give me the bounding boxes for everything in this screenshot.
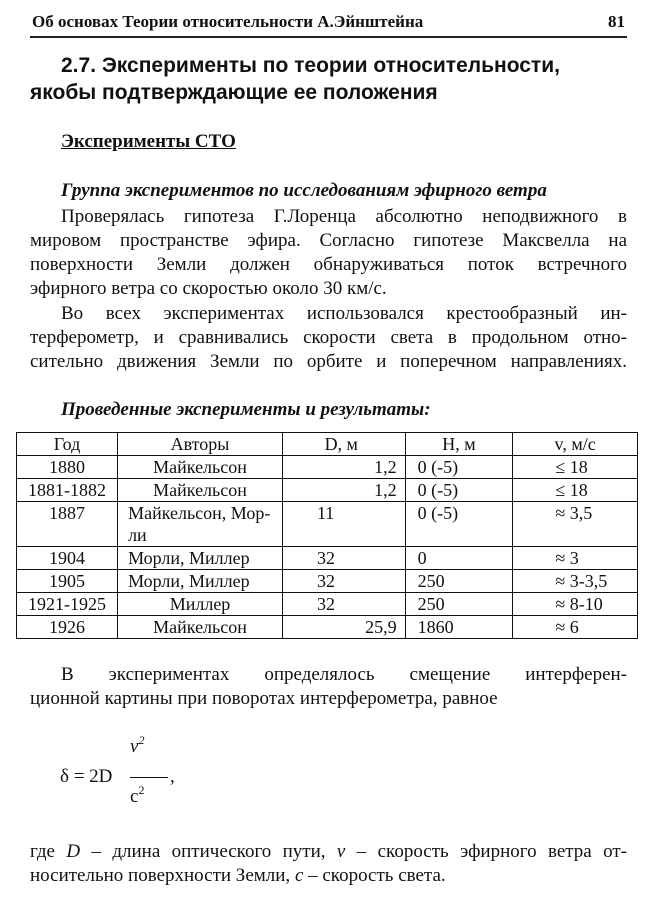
paragraph-3 bbox=[30, 663, 627, 711]
cell-d: 32 bbox=[282, 547, 405, 570]
cell-authors: Майкельсон, Мор-ли bbox=[118, 502, 283, 547]
formula-trailing: , bbox=[170, 766, 175, 787]
paragraph-line: ционной картины при поворотах интерферометра, равное bbox=[30, 688, 498, 709]
cell-v: ≤ 18 bbox=[513, 479, 638, 502]
cell-authors: Майкельсон bbox=[118, 479, 283, 502]
column-header-d: D, м bbox=[282, 433, 405, 456]
cell-h: 0 (-5) bbox=[405, 456, 513, 479]
section-title-line-2: якобы подтверждающие ее положения bbox=[30, 81, 438, 104]
displacement-formula bbox=[60, 730, 260, 820]
cell-d: 1,2 bbox=[282, 479, 405, 502]
cell-v: ≈ 3-3,5 bbox=[513, 570, 638, 593]
paragraph-line: сительно движения Земли по орбите и поперечном направлениях. bbox=[30, 351, 627, 372]
running-header bbox=[30, 8, 627, 38]
table-row bbox=[17, 479, 638, 502]
paragraph-line: В экспериментах определялось смещение интерферен- bbox=[61, 664, 627, 685]
cell-h: 0 (-5) bbox=[405, 502, 513, 547]
column-header-h: H, м bbox=[405, 433, 513, 456]
cell-h: 0 bbox=[405, 547, 513, 570]
fraction-bar bbox=[130, 777, 168, 778]
section-title bbox=[30, 52, 630, 106]
cell-h: 1860 bbox=[405, 616, 513, 639]
paragraph-line: эфирного ветра со скоростью около 30 км/с. bbox=[30, 278, 387, 299]
cell-year: 1881-1882 bbox=[17, 479, 118, 502]
table-row bbox=[17, 502, 638, 547]
paragraph-line: поверхности Земли должен обнаруживаться поток встречного bbox=[30, 254, 627, 275]
cell-v: ≈ 6 bbox=[513, 616, 638, 639]
table-row bbox=[17, 570, 638, 593]
cell-authors: Миллер bbox=[118, 593, 283, 616]
table-row bbox=[17, 593, 638, 616]
cell-authors: Морли, Миллер bbox=[118, 570, 283, 593]
table-row bbox=[17, 616, 638, 639]
results-title: Проведенные эксперименты и результаты: bbox=[61, 399, 431, 420]
paragraph-line: Проверялась гипотеза Г.Лоренца абсолютно неподвижного в bbox=[61, 206, 627, 227]
column-header-authors: Авторы bbox=[118, 433, 283, 456]
cell-d: 25,9 bbox=[282, 616, 405, 639]
formula-lhs: δ = 2D bbox=[60, 766, 113, 787]
cell-year: 1921-1925 bbox=[17, 593, 118, 616]
cell-authors: Майкельсон bbox=[118, 456, 283, 479]
cell-v: ≈ 8-10 bbox=[513, 593, 638, 616]
paragraph-line: где D – длина оптического пути, v – скорость эфирного ветра от- bbox=[30, 841, 627, 862]
cell-year: 1904 bbox=[17, 547, 118, 570]
paragraph-2 bbox=[30, 302, 627, 374]
cell-year: 1887 bbox=[17, 502, 118, 547]
table-row bbox=[17, 547, 638, 570]
cell-d: 32 bbox=[282, 570, 405, 593]
cell-d: 11 bbox=[282, 502, 405, 547]
cell-year: 1926 bbox=[17, 616, 118, 639]
cell-authors: Майкельсон bbox=[118, 616, 283, 639]
cell-authors: Морли, Миллер bbox=[118, 547, 283, 570]
cell-h: 250 bbox=[405, 570, 513, 593]
group-title: Группа экспериментов по исследованиям эфирного ветра bbox=[61, 180, 547, 201]
page-number: 81 bbox=[608, 12, 625, 31]
cell-h: 250 bbox=[405, 593, 513, 616]
formula-denominator: $c^2$ bbox=[130, 783, 145, 807]
paragraph-4 bbox=[30, 840, 627, 888]
section-title-line-1: 2.7. Эксперименты по теории относительности, bbox=[61, 54, 560, 77]
column-header-year: Год bbox=[17, 433, 118, 456]
paragraph-line: Во всех экспериментах использовался крестообразный ин- bbox=[61, 303, 627, 324]
cell-v: ≈ 3 bbox=[513, 547, 638, 570]
cell-d: 1,2 bbox=[282, 456, 405, 479]
table-header-row bbox=[17, 433, 638, 456]
cell-d: 32 bbox=[282, 593, 405, 616]
cell-v: ≈ 3,5 bbox=[513, 502, 638, 547]
table-row bbox=[17, 456, 638, 479]
cell-year: 1905 bbox=[17, 570, 118, 593]
formula-numerator: $v^2$ bbox=[130, 733, 145, 757]
paragraph-line: носительно поверхности Земли, c – скорость света. bbox=[30, 865, 446, 886]
column-header-v: v, м/с bbox=[513, 433, 638, 456]
paragraph-line: терферометр, и сравнивались скорости света в продольном отно- bbox=[30, 327, 627, 348]
running-title: Об основах Теории относительности А.Эйнштейна bbox=[32, 12, 424, 31]
paragraph-line: мировом пространстве эфира. Согласно гипотезе Максвелла на bbox=[30, 230, 627, 251]
cell-year: 1880 bbox=[17, 456, 118, 479]
cell-v: ≤ 18 bbox=[513, 456, 638, 479]
cell-h: 0 (-5) bbox=[405, 479, 513, 502]
subheading: Эксперименты СТО bbox=[61, 131, 236, 152]
paragraph-1 bbox=[30, 205, 627, 301]
experiments-table bbox=[16, 432, 638, 639]
